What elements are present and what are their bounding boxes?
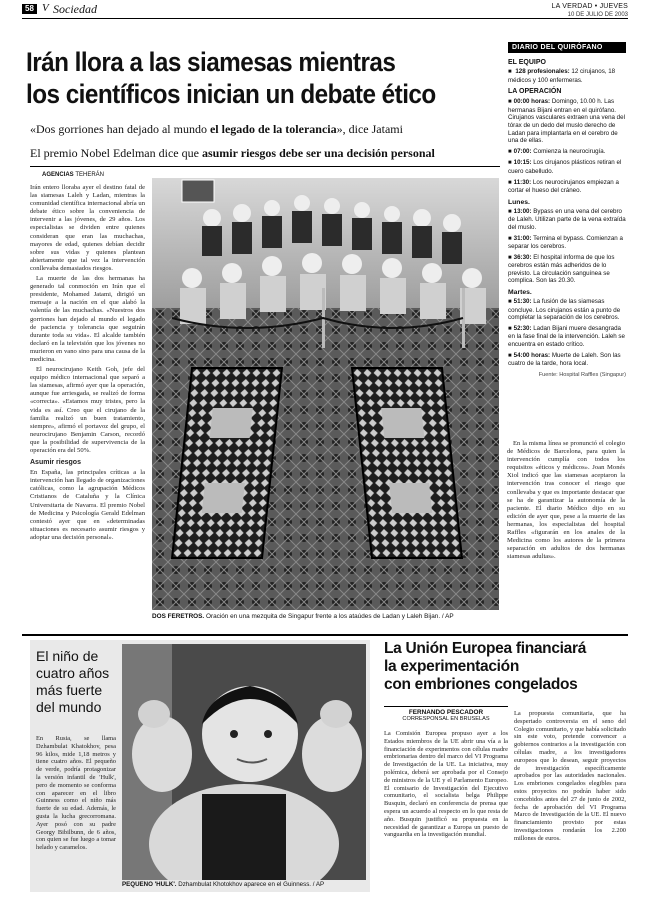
team-heading: EL EQUIPO: [508, 59, 546, 66]
timeline-day-tuesday: Martes.: [508, 289, 532, 297]
deck-nobel: El premio Nobel Edelman dice que asumir riesgos debe ser una decisión personal: [30, 146, 435, 160]
eu-column-1: La Comisión Europea propuso ayer a los Estados miembros de la UE abrir una vía a la financiación de experimentos con células madre embrionarias dentro del marco del VI Programa de Investigación de la UE. La iniciativa, muy polémica, deberá ser aprobada por el Consejo de ministros de la UE y el Parlamento Europeo. El comisario de Investigación del Ejecutivo comunitario, el socialista belga Philippe Busquin, declaró en conferencia de prensa que espera un acuerdo al respecto en lo que resta de año. Busquin justificó su propuesta en la necesidad de garantizar a Europa un puesto de vanguardia en la investigación mundial.: [384, 730, 508, 839]
timeline-entry-text: Los cirujanos plásticos retiran el cuero cabelludo.: [508, 159, 622, 175]
section-rule: [22, 634, 628, 636]
timeline-entry-text: Domingo, 10.00 h. Las hermanas Bijani entran en el quirófano. Cirujanos vasculares extraen una vena del tórax de un dedo del muslo derecho de Ladan para implantarla en el cerebro de una de ellas.: [508, 98, 625, 145]
mosque-photo-caption: DOS FÉRETROS. Oración en una mezquita de Singapur frente a los ataúdes de Ladan y Laleh Bijan. / AP: [152, 613, 454, 620]
eu-byline-author: FERNANDO PESCADOR: [408, 709, 484, 716]
timeline-entry-time: 13:00:: [513, 207, 532, 215]
boy-body: En Rusia, se llama Dzhambulat Khatokhov, pesa 96 kilos, mide 1,18 metros y tiene cuatro años. El pequeño de verde, podría protagonizar la versión infantil de 'Hulk', pero de momento se conforma con aparecer en el libro Guinness como el niño más fuerte de su edad. Además, le gusta la lucha grecorromana. Ayer posó con su padre Georgy Bibilbunn, de 6 años, con quien se fue luego a tomar helado y caramelos.: [36, 735, 116, 852]
main-paragraph-4: En España, las principales críticas a la intervención han llegado de organizaciones católicas, como la agrupación Médicos Cristianos de Cataluña y la Clínica Universitaria de Navarra. El premio Nobel de Medicina y Psicología Gerald Edelman contestó ayer que en «determinadas situaciones es necesario asumir riesgos y adoptar una decisión personal».: [30, 469, 145, 541]
timeline-entry: [508, 179, 626, 195]
timeline-entry-text: Ladan Bijani muere desangrada en la fase final de la intervención. Laleh se encuentra en estado crítico.: [508, 324, 625, 349]
deck-quote-bold: el legado de la tolerancia: [209, 122, 337, 136]
timeline-entry-text: Muerte de Laleh. Son las cuatro de la tarde, hora local.: [508, 351, 621, 368]
timeline-entry-time: 52:30:: [513, 324, 532, 332]
eu-byline: [384, 709, 508, 722]
section-letter: V: [42, 2, 49, 14]
mosque-photo: [152, 178, 499, 610]
issue-date: 10 DE JULIO DE 2003: [567, 12, 628, 18]
newspaper-name: LA VERDAD • JUEVES: [551, 3, 628, 10]
eu-byline-rule: [384, 706, 508, 707]
main-paragraph-5: En la misma línea se pronunció el colegio de Médicos de Barcelona, para quien la intervención cumplía con todos los requisitos «éticos y médicos». Joan Monés Xiol indicó que las siamesas aceptaron la intervención tras conocer el riesgo que conllevaba y que es importante destacar que se ha de garantizar la autonomía de la paciente. El diario Médico dijo en su edición de ayer que, pese a la muerte de las hermanas, los especialistas del hospital Raffles «figurarán en los anales de la Medicina como los autores de la primera separación en adultos de dos hermanas siamesas adultas».: [507, 440, 625, 561]
main-paragraph-3: El neurocirujano Keith Goh, jefe del equipo médico internacional que separó a las siamesas, afirmó ayer que la operación, aunque fue arriesgada, se realizó de forma «correcta». «Estamos muy tristes, pero la vida es así. Creo que el cirujano de la familia realizó un buen tratamiento, siempre», afirmó el portavoz del grupo, el neurocirujano Benjamin Carson, recordó que la posibilidad de supervivencia de la operación era del 50%.: [30, 366, 145, 454]
byline: AGENCIAS TEHERÁN: [42, 172, 105, 178]
timeline-entry-text: Termina el bypass. Comienzan a separar los cerebros.: [508, 234, 623, 251]
main-paragraph-2: La muerte de las dos hermanas ha generado tal conmoción en Irán que el presidente, Mohamed Jatami, dirigió un mensaje a la nación en el que alabó la valentía de las muchachas. «Nuestros dos gorriones han dejado al mundo el legado de paciencia y tolerancia que seguirán durante toda su vida». El alcalde también declaró en la televisión que los jóvenes no murieron en vano sino para una causa de la medicina.: [30, 275, 145, 363]
main-headline-line2: los científicos inician un debate ético: [26, 79, 436, 109]
timeline-entry-time: 51:30:: [513, 298, 532, 306]
eu-headline-line2: la experimentación: [384, 658, 520, 675]
timeline-entry-text: Bypass en una vena del cerebro de Laleh. Utilizan parte de la vena extraída del muslo.: [508, 207, 626, 231]
timeline-entry: [508, 208, 626, 232]
boy-photo-caption: PEQUEÑO 'HULK'. Dzhambulat Khotokhov aparece en el Guinness. / AP: [122, 881, 325, 888]
eu-headline: [384, 640, 624, 694]
boy-headline: El niño de cuatro años más fuerte del mundo: [36, 648, 110, 715]
timeline-day-monday: Lunes.: [508, 198, 530, 206]
main-paragraph-1: Irán entero lloraba ayer el destino fatal de las siamesas Laleh y Ladan, mientras la comunidad científica internacional abría un debate ético sobre la conveniencia de intervenir a las jóvenes, de 29 años. Los especialistas se dividen entre quienes consideran que eran las muchachas, mayores de edad, quienes debían decidir sobre sus vidas y quienes plantean abiertamente que tal vez la intervención conllevaba demasiados riesgos.: [30, 184, 145, 272]
boy-photo: [122, 644, 366, 880]
timeline-entry-time: 07:00:: [513, 147, 532, 155]
timeline-entry: [508, 98, 626, 145]
surgery-diary-box: [508, 42, 626, 434]
page-header: [22, 3, 628, 17]
operation-heading: LA OPERACIÓN: [508, 88, 562, 96]
main-headline: [26, 46, 458, 110]
eu-headline-line3: con embriones congelados: [384, 676, 578, 693]
main-headline-line1: Irán llora a las siamesas mientras: [26, 47, 396, 77]
timeline-entry: [508, 254, 626, 285]
timeline-entry: [508, 235, 626, 251]
eu-byline-role: CORRESPONSAL EN BRUSELAS: [402, 716, 490, 722]
header-rule: [22, 18, 628, 19]
timeline-tuesday: [508, 298, 626, 368]
deck-nobel-bold: asumir riesgos debe ser una decisión personal: [201, 146, 435, 160]
timeline-entry-time: 36:30:: [513, 253, 532, 261]
boy-photo-image: [122, 644, 366, 880]
timeline-entry: [508, 298, 626, 322]
timeline-entry: [508, 325, 626, 349]
timeline-entry-text: Comienza la neurocirugía.: [531, 147, 606, 155]
timeline-entry-text: El hospital informa de que los cerebros están más adheridos de lo previsto. La circulación sanguínea se complica. Son las 20.30.: [508, 253, 615, 285]
timeline-sunday: [508, 98, 626, 195]
main-body-right-column: [507, 440, 625, 622]
mosque-photo-image: [152, 178, 499, 610]
timeline-entry: [508, 352, 626, 368]
timeline-entry: [508, 159, 626, 175]
timeline-entry-time: 00:00 horas:: [513, 98, 551, 106]
page-number: 58: [22, 4, 37, 14]
timeline-entry-time: 54:00 horas:: [513, 351, 551, 359]
section-name: Sociedad: [53, 2, 97, 16]
timeline-source: Fuente: Hospital Raffles (Singapur): [538, 371, 626, 378]
team-info: ■ 128 profesionales: 12 cirujanos, 18 médicos y 100 enfermeras.: [508, 68, 626, 84]
timeline-entry-text: La fusión de las siamesas concluye. Los cirujanos están a punto de completar la separación de los cerebros.: [508, 298, 621, 322]
timeline-entry-time: 10:15:: [513, 159, 532, 167]
timeline-entry-time: 31:00:: [513, 234, 532, 242]
boy-article-box: [30, 640, 370, 892]
deck-quote: «Dos gorriones han dejado al mundo el legado de la tolerancia», dice Jatami: [30, 122, 403, 136]
timeline-entry-text: Los neurocirujanos empiezan a cortar el hueso del cráneo.: [508, 178, 619, 195]
eu-column-2: La propuesta comunitaria, que ha despertado controversia en el seno del Colegio comunitario, y que había solicitado sin este voto, pretende convencer a gobiernos contrarios a la investigación con células madre, a los investigadores europeos que lo desean, seguir proyectos de investigación específicamente aprobados por las autoridades nacionales. Los embriones congelados elegibles para estos proyectos no podrán haber sido concebidos antes del 27 de junio de 2002, fecha de aprobación del VI Programa Marco de Investigación de la UE. El nuevo financiamiento provisto por estas investigaciones rondarán los 2.200 millones de euros.: [514, 710, 626, 842]
main-body-column: [30, 184, 145, 594]
deck-rule: [30, 166, 500, 167]
timeline-entry-time: 11:30:: [513, 178, 532, 186]
surgery-diary-title: DIARIO DEL QUIRÓFANO: [508, 42, 626, 53]
timeline-entry: [508, 148, 626, 157]
eu-headline-line1: La Unión Europea financiará: [384, 640, 587, 657]
timeline-monday: [508, 208, 626, 285]
subhead-asumir-riesgos: Asumir riesgos: [30, 459, 81, 467]
